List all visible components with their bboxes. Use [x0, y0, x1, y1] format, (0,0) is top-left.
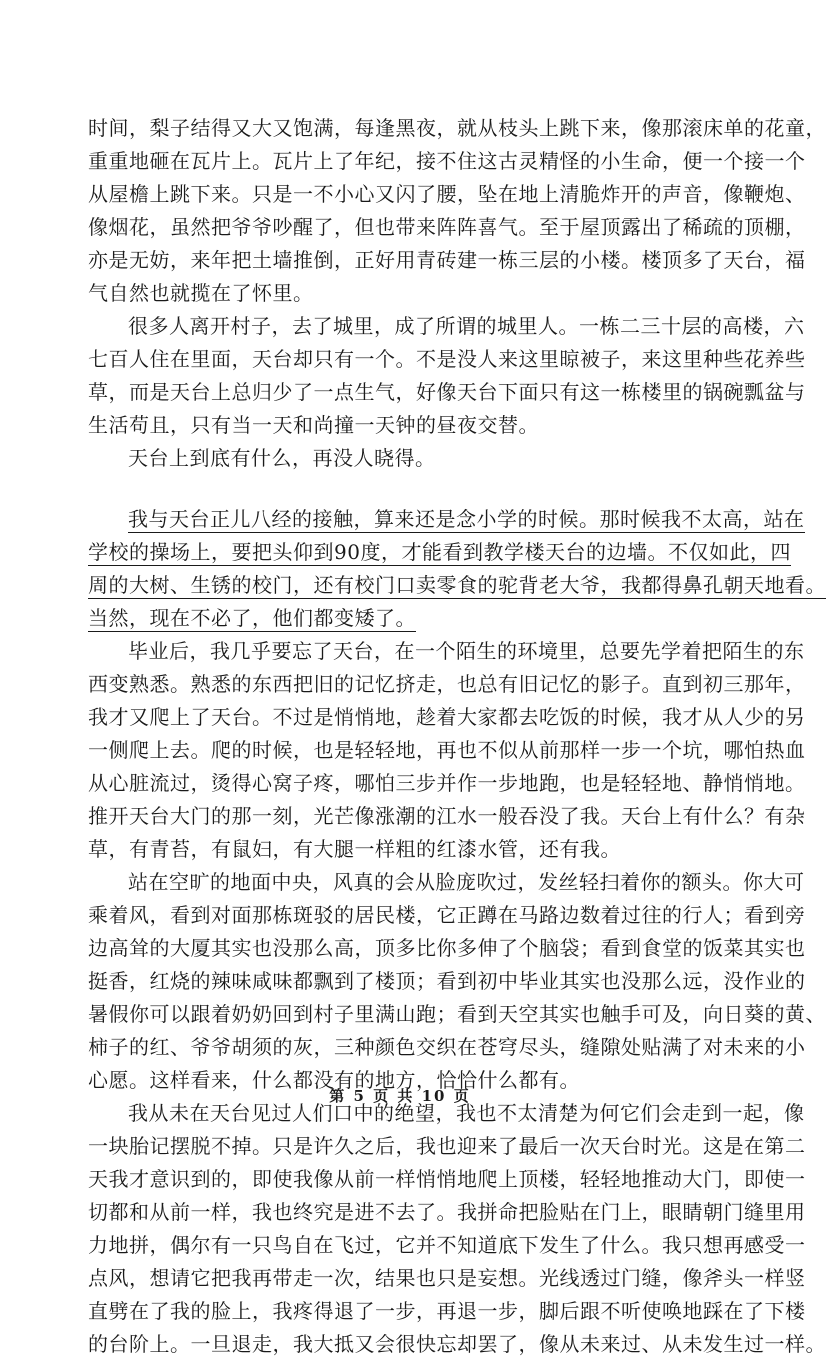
text-line: 草，有青苔，有鼠妇，有大腿一样粗的红漆水管，还有我。: [88, 837, 621, 861]
text-line: 站在空旷的地面中央，风真的会从脸庞吹过，发丝轻扫着你的额头。你大可: [128, 870, 805, 894]
section-break: [88, 475, 712, 503]
text-line: 力地拼，偶尔有一只鸟自在飞过，它并不知道底下发生了什么。我只想再感受一: [88, 1233, 806, 1257]
text-line: 很多人离开村子，去了城里，成了所谓的城里人。一栋二三十层的高楼，六: [128, 314, 805, 338]
text-line: 乘着风，看到对面那栋斑驳的居民楼，它正蹲在马路边数着过往的行人；看到旁: [88, 903, 806, 927]
text-line: 从心脏流过，烫得心窝子疼，哪怕三步并作一步地跑，也是轻轻地、静悄悄地。: [88, 771, 806, 795]
text-line: 暑假你可以跟着奶奶回到村子里满山跑；看到天空其实也触手可及，向日葵的黄、: [88, 1002, 826, 1026]
text-line: 的台阶上。一旦退走，我大抵又会很快忘却罢了，像从未来过、从未发生过一样。: [88, 1332, 826, 1356]
text-line: 七百人住在里面，天台却只有一个。不是没人来这里晾被子，来这里种些花养些: [88, 347, 806, 371]
page-number-footer: 第 5 页 共 10 页: [329, 1087, 471, 1105]
text-line: [88, 569, 826, 602]
text-line: 毕业后，我几乎要忘了天台，在一个陌生的环境里，总要先学着把陌生的东: [128, 639, 805, 663]
paragraph-5: [88, 635, 806, 866]
text-line: 一块胎记摆脱不掉。只是许久之后，我也迎来了最后一次天台时光。这是在第二: [88, 1134, 806, 1158]
text-line: 直劈在了我的脸上，我疼得退了一步，再退一步，脚后跟不听使唤地踩在了下楼: [88, 1299, 806, 1323]
text-line: [88, 536, 791, 569]
text-line: 挺香，红烧的辣味咸味都飘到了楼顶；看到初中毕业其实也没那么远，没作业的: [88, 969, 806, 993]
text-line: 西变熟悉。熟悉的东西把旧的记忆挤走，也总有旧记忆的影子。直到初三那年，: [88, 672, 806, 696]
text-line: 我从未在天台见过人们口中的绝望，我也不太清楚为何它们会走到一起，像: [128, 1101, 805, 1125]
text-line: 草，而是天台上总归少了一点生气，好像天台下面只有这一栋楼里的锅碗瓢盆与: [88, 380, 806, 404]
text-line: 柿子的红、爷爷胡须的灰，三种颜色交织在苍穹尽头，缝隙处贴满了对未来的小: [88, 1035, 806, 1059]
paragraph-7: [88, 1097, 826, 1361]
text-line: 切都和从前一样，我也终究是进不去了。我拼命把脸贴在门上，眼睛朝门缝里用: [88, 1200, 806, 1224]
text-line: [88, 503, 805, 536]
text-line: 心愿。这样看来，什么都没有的地方，恰恰什么都有。: [88, 1068, 580, 1092]
underlined-text: 我与天台正儿八经的接触，算来还是念小学的时候。那时候我不太高，站在: [128, 507, 805, 531]
document-page: [88, 112, 826, 1361]
text-line: 天台上到底有什么，再没人晓得。: [128, 446, 436, 470]
text-line: 天我才意识到的，即使我像从前一样悄悄地爬上顶楼，轻轻地推动大门，即使一: [88, 1167, 806, 1191]
underlined-text: 周的大树、生锈的校门，还有校门口卖零食的驼背老大爷，我都得鼻孔朝天地看。: [88, 573, 826, 597]
underlined-text: 学校的操场上，要把头仰到90度，才能看到教学楼天台的边墙。不仅如此，四: [88, 540, 791, 564]
paragraph-2: [88, 310, 806, 442]
text-line: 从屋檐上跳下来。只是一不小心又闪了腰，坠在地上清脆炸开的声音，像鞭炮、: [88, 182, 806, 206]
text-line: 一侧爬上去。爬的时候，也是轻轻地，再也不似从前那样一步一个坑，哪怕热血: [88, 738, 806, 762]
paragraph-3: [88, 442, 712, 475]
underlined-text: 当然，现在不必了，他们都变矮了。: [88, 606, 416, 630]
text-line: 时间，梨子结得又大又饱满，每逢黑夜，就从枝头上跳下来，像那滚床单的花童，: [88, 116, 826, 140]
paragraph-4: [88, 503, 826, 635]
text-line: 边高耸的大厦其实也没那么高，顶多比你多伸了个脑袋；看到食堂的饭菜其实也: [88, 936, 806, 960]
text-line: 点风，想请它把我再带走一次，结果也只是妄想。光线透过门缝，像斧头一样竖: [88, 1266, 806, 1290]
text-line: [88, 602, 712, 635]
text-line: 气自然也就揽在了怀里。: [88, 281, 314, 305]
text-line: 生活苟且，只有当一天和尚撞一天钟的昼夜交替。: [88, 413, 539, 437]
paragraph-1: [88, 112, 826, 310]
text-line: 推开天台大门的那一刻，光芒像涨潮的江水一般吞没了我。天台上有什么？有杂: [88, 804, 806, 828]
text-line: 亦是无妨，来年把土墙推倒，正好用青砖建一栋三层的小楼。楼顶多了天台，福: [88, 248, 806, 272]
text-line: 重重地砸在瓦片上。瓦片上了年纪，接不住这古灵精怪的小生命，便一个接一个: [88, 149, 806, 173]
paragraph-6: [88, 866, 826, 1097]
text-line: 像烟花，虽然把爷爷吵醒了，但也带来阵阵喜气。至于屋顶露出了稀疏的顶棚，: [88, 215, 806, 239]
text-line: 我才又爬上了天台。不过是悄悄地，趁着大家都去吃饭的时候，我才从人少的另: [88, 705, 806, 729]
